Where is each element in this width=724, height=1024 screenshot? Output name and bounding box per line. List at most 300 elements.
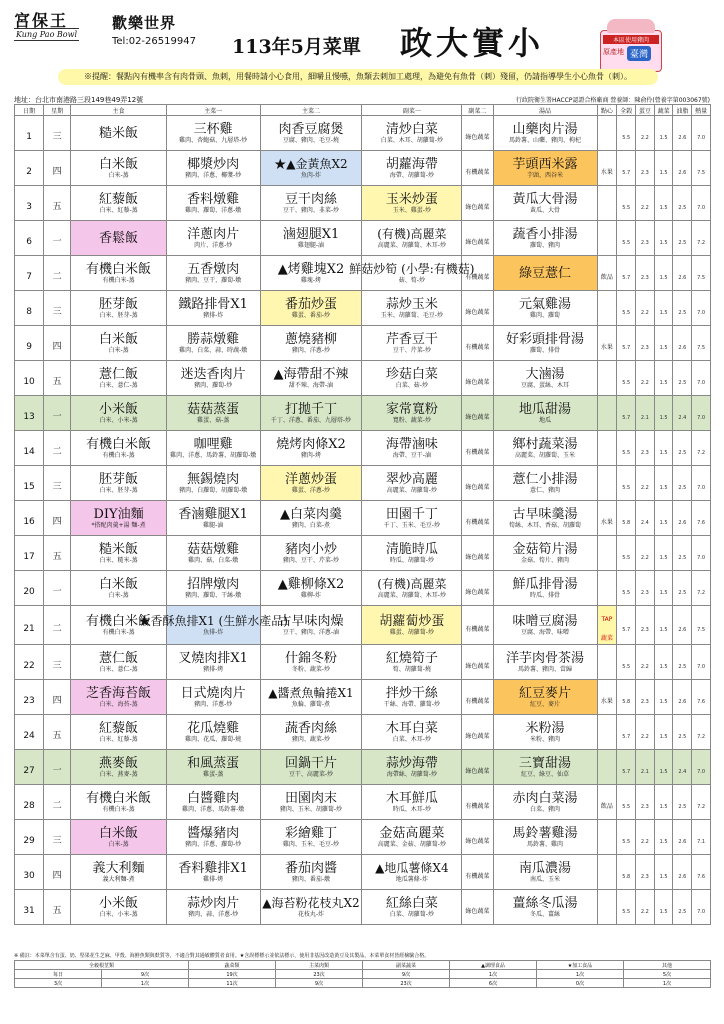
soup-dish: 古早味羹湯: [512, 506, 578, 522]
soup-dish: 南瓜濃湯: [519, 860, 572, 876]
summary-row: [15, 979, 711, 988]
nutrition-value: 7.5: [697, 626, 706, 633]
col-side1: 副菜一: [362, 105, 462, 116]
table-header-row: [15, 105, 711, 116]
soup-cell: [493, 571, 597, 606]
nutrition-cell: [673, 571, 692, 606]
col-calories: 熱量: [692, 105, 711, 116]
main2-cell: [260, 361, 362, 396]
side1-cell: [362, 221, 462, 256]
nutrition-cell: [673, 396, 692, 431]
nutrition-cell: [692, 820, 711, 855]
nutrition-value: 5.8: [622, 698, 631, 705]
date-value: 8: [26, 306, 32, 317]
col-weekday: 星期: [44, 105, 71, 116]
nutrition-value: 1.5: [659, 908, 668, 915]
staple-ingredients: 白米-蒸: [108, 171, 129, 179]
date-cell: [15, 820, 44, 855]
nutrition-cell: [654, 645, 673, 680]
badge-title: 本區使用豬肉: [603, 35, 659, 44]
date-cell: [15, 361, 44, 396]
side1-cell: [362, 361, 462, 396]
phone-number: Tel:02-26519947: [112, 36, 196, 47]
date-value: 23: [23, 695, 35, 706]
vegetable-cell: [462, 186, 493, 221]
nutrition-value: 2.3: [640, 589, 649, 596]
main1-dish: 日式燒肉片: [180, 685, 246, 701]
weekday-value: 二: [52, 271, 62, 282]
snack-cell: [597, 645, 617, 680]
main2-ingredients: 豬肉、番茄-燉: [291, 875, 331, 883]
date-cell: [15, 326, 44, 361]
side1-cell: [362, 536, 462, 571]
menu-row: [15, 361, 711, 396]
nutrition-cell: [673, 361, 692, 396]
main1-dish: 迷迭香肉片: [180, 366, 246, 382]
weekday-cell: [44, 645, 71, 680]
side1-cell: [362, 466, 462, 501]
nutrition-value: 5.8: [622, 873, 631, 880]
vegetable-value: 綠色蔬菜: [465, 732, 490, 740]
soup-cell: [493, 186, 597, 221]
nutrition-cell: [673, 715, 692, 750]
nutrition-value: 2.1: [640, 414, 649, 421]
nutrition-cell: [617, 645, 636, 680]
date-cell: [15, 606, 44, 645]
summary-header: 主菜肉類: [276, 961, 363, 970]
date-value: 29: [23, 835, 35, 846]
nutrition-value: 2.6: [678, 169, 687, 176]
nutrition-cell: [692, 361, 711, 396]
main2-ingredients: 雞肉、玉米、毛豆-炒: [282, 840, 340, 848]
nutrition-value: 7.0: [697, 204, 706, 211]
menu-row: [15, 820, 711, 855]
summary-cell: 9次: [363, 970, 450, 979]
nutrition-cell: [617, 785, 636, 820]
date-cell: [15, 645, 44, 680]
nutrition-value: 7.0: [697, 663, 706, 670]
main2-cell: [260, 396, 362, 431]
date-cell: [15, 785, 44, 820]
soup-cell: [493, 890, 597, 925]
side1-dish: 金菇高麗菜: [379, 825, 445, 841]
soup-dish: 芋頭西米露: [512, 156, 578, 172]
menu-row: [15, 466, 711, 501]
weekday-value: 一: [52, 765, 62, 776]
nutrition-cell: [617, 361, 636, 396]
date-cell: [15, 501, 44, 536]
nutrition-cell: [673, 890, 692, 925]
weekday-value: 二: [52, 446, 62, 457]
nutrition-cell: [654, 256, 673, 291]
main1-dish: 香料燉雞: [187, 191, 240, 207]
soup-dish: 地瓜甜湯: [519, 401, 572, 417]
vegetable-cell: [462, 151, 493, 186]
snack-cell: [597, 291, 617, 326]
staple-cell: [71, 571, 167, 606]
side1-cell: [362, 645, 462, 680]
snack-cell: [597, 680, 617, 715]
weekday-value: 五: [52, 201, 62, 212]
address: 地址：台北市南港路三段149巷49弄12號: [14, 96, 144, 104]
menu-row: [15, 116, 711, 151]
nutrition-value: 7.2: [697, 239, 706, 246]
date-cell: [15, 466, 44, 501]
staple-dish: 白米飯: [99, 156, 139, 172]
staple-dish: 有機白米飯: [86, 790, 152, 806]
nutrition-value: 7.6: [697, 873, 706, 880]
main1-ingredients: 豬肉、蘿蔔、干絲-燉: [185, 591, 242, 599]
main2-ingredients: 雞翅腿-滷: [297, 241, 325, 249]
soup-ingredients: 白菜、豬肉: [530, 805, 561, 813]
nutrition-value: 2.5: [678, 733, 687, 740]
nutrition-cell: [673, 256, 692, 291]
side1-ingredients: 寬粉、蔬菜-炒: [392, 416, 431, 424]
main1-cell: [166, 221, 260, 256]
staple-ingredients: 白米、燕麥-蒸: [99, 770, 138, 778]
vegetable-cell: [462, 221, 493, 256]
weekday-cell: [44, 326, 71, 361]
side1-ingredients: 高麗菜、金菇、胡蘿蔔-炒: [377, 840, 446, 848]
nutrition-cell: [636, 116, 655, 151]
nutrition-value: 5.5: [622, 908, 631, 915]
staple-dish: 白米飯: [99, 331, 139, 347]
main2-dish: 彩繪雞丁: [284, 825, 337, 841]
date-cell: [15, 291, 44, 326]
vegetable-value: 綠色蔬菜: [465, 308, 490, 316]
staple-dish: 義大利麵: [92, 860, 145, 876]
weekday-value: 四: [52, 341, 62, 352]
weekday-cell: [44, 291, 71, 326]
soup-dish: 味噌豆腐湯: [512, 613, 578, 629]
weekday-cell: [44, 536, 71, 571]
staple-dish: 有機白米飯: [86, 613, 152, 629]
soup-cell: [493, 680, 597, 715]
summary-header: 其他: [624, 961, 711, 970]
summary-cell: 19次: [189, 970, 276, 979]
main2-ingredients: 雞蛋、洋蔥-炒: [291, 486, 331, 494]
summary-cell: 1次: [624, 979, 711, 988]
side1-dish: 拌炒干絲: [385, 685, 438, 701]
weekday-value: 三: [52, 481, 62, 492]
staple-cell: [71, 326, 167, 361]
date-value: 3: [26, 201, 32, 212]
side1-cell: [349, 256, 475, 291]
side1-dish: 鮮菇炒筍 (小學:有機菇): [349, 261, 475, 276]
nutrition-cell: [673, 536, 692, 571]
nutrition-cell: [654, 501, 673, 536]
nutrition-cell: [617, 326, 636, 361]
nutrition-value: 2.3: [640, 626, 649, 633]
main2-dish: 蔥燒豬柳: [284, 331, 337, 347]
nutrition-cell: [617, 536, 636, 571]
date-cell: [15, 715, 44, 750]
nutrition-value: 5.5: [622, 838, 631, 845]
weekday-value: 五: [52, 905, 62, 916]
main1-cell: [166, 326, 260, 361]
weekday-cell: [44, 361, 71, 396]
nutrition-cell: [636, 750, 655, 785]
vegetable-value: 綠色蔬菜: [465, 203, 490, 211]
date-value: 10: [23, 376, 35, 387]
vegetable-value: 有機蔬菜: [465, 448, 490, 456]
staple-cell: [71, 431, 167, 466]
main2-cell: [260, 186, 362, 221]
nutrition-value: 2.5: [678, 484, 687, 491]
vegetable-value: 綠色蔬菜: [465, 238, 490, 246]
weekday-cell: [44, 431, 71, 466]
main2-cell: [260, 715, 362, 750]
main2-dish: 豬肉小炒: [284, 541, 337, 557]
summary-row: [15, 970, 711, 979]
staple-dish: 薏仁飯: [99, 650, 139, 666]
staple-dish: 小米飯: [99, 895, 139, 911]
soup-ingredients: 高麗菜、胡蘿蔔、玉米: [515, 451, 576, 459]
nutrition-cell: [636, 855, 655, 890]
soup-dish: 山藥肉片湯: [512, 121, 578, 137]
menu-title: 113年5月菜單: [232, 36, 361, 58]
staple-ingredients: 有機白米-蒸: [102, 276, 135, 284]
main2-ingredients: 魚輪、蘿蔔-煮: [291, 700, 331, 708]
nutrition-value: 2.2: [640, 908, 649, 915]
nutrition-value: 2.3: [640, 239, 649, 246]
date-cell: [15, 750, 44, 785]
main1-ingredients: 肉片、洋蔥-炒: [194, 241, 233, 249]
col-main1: 主菜一: [166, 105, 260, 116]
date-value: 1: [26, 131, 32, 142]
pig-icon: [607, 19, 655, 33]
date-cell: [15, 151, 44, 186]
soup-cell: [493, 396, 597, 431]
side1-cell: [362, 680, 462, 715]
col-snack: 點心: [597, 105, 617, 116]
nutrition-cell: [617, 291, 636, 326]
date-value: 28: [23, 800, 35, 811]
nutrition-value: 5.8: [622, 519, 631, 526]
side1-ingredients: 白菜、木耳-炒: [392, 735, 431, 743]
vegetable-cell: [462, 291, 493, 326]
nutrition-cell: [673, 151, 692, 186]
date-value: 30: [23, 870, 35, 881]
weekday-value: 四: [52, 695, 62, 706]
snack-cell: [597, 466, 617, 501]
nutrition-cell: [673, 116, 692, 151]
certification-info: 行政院衛生署HACCP認證合格廠商 營養師：陳俞伶(營養字第003067號): [515, 97, 710, 104]
summary-cell: 每日: [15, 970, 102, 979]
nutrition-cell: [692, 116, 711, 151]
main1-dish: 香料雞排X1: [178, 860, 248, 876]
nutrition-value: 2.2: [640, 309, 649, 316]
main2-ingredients: 豬肉、玉米、胡蘿蔔-炒: [279, 805, 343, 813]
date-value: 24: [23, 730, 35, 741]
weekday-value: 四: [52, 516, 62, 527]
nutrition-value: 2.3: [640, 698, 649, 705]
staple-cell: [71, 256, 167, 291]
weekday-value: 一: [52, 411, 62, 422]
nutrition-value: 5.5: [622, 554, 631, 561]
weekday-cell: [44, 785, 71, 820]
nutrition-value: 1.5: [659, 873, 668, 880]
nutrition-cell: [692, 785, 711, 820]
nutrition-value: 5.5: [622, 663, 631, 670]
main1-ingredients: 雞蛋、菇-蒸: [197, 416, 230, 424]
side1-cell: [362, 186, 462, 221]
nutrition-cell: [617, 221, 636, 256]
main1-ingredients: 豬排-烤: [203, 665, 224, 673]
main1-cell: [166, 501, 260, 536]
main1-ingredients: 魚排-炸: [203, 628, 224, 636]
weekday-value: 五: [52, 376, 62, 387]
nutrition-value: 5.7: [622, 274, 631, 281]
weekday-cell: [44, 221, 71, 256]
staple-ingredients: 白米-蒸: [108, 346, 129, 354]
staple-dish: 燕麥飯: [99, 755, 139, 771]
main2-cell: [260, 750, 362, 785]
soup-dish: 大滷湯: [525, 366, 565, 382]
main1-cell: [166, 536, 260, 571]
nutrition-value: 2.5: [678, 309, 687, 316]
summary-cell: 3次: [15, 979, 102, 988]
main1-dish: 勝蒜燉雞: [187, 331, 240, 347]
side1-dish: 翠炒高麗: [385, 471, 438, 487]
nutrition-value: 7.5: [697, 344, 706, 351]
weekday-value: 五: [52, 730, 62, 741]
menu-table: [14, 104, 711, 925]
main1-ingredients: 豬肉、白蘿蔔、胡蘿蔔-燉: [179, 486, 248, 494]
soup-dish: 赤肉白菜湯: [512, 790, 578, 806]
summary-header: 蔬菜類: [189, 961, 276, 970]
main2-dish: 田園肉末: [284, 790, 337, 806]
main2-cell: [260, 571, 362, 606]
main1-cell: [166, 186, 260, 221]
snack-cell: [597, 890, 617, 925]
vegetable-cell: [462, 820, 493, 855]
staple-dish: 有機白米飯: [86, 436, 152, 452]
weekday-cell: [44, 256, 71, 291]
main2-cell: [260, 291, 362, 326]
nutrition-value: 1.5: [659, 274, 668, 281]
snack-cell: [597, 151, 617, 186]
weekday-value: 五: [52, 551, 62, 562]
main2-ingredients: 豆干、豬肉、洋蔥-滷: [282, 628, 340, 636]
date-cell: [15, 116, 44, 151]
soup-ingredients: 黃瓜、大骨: [530, 206, 561, 214]
weekday-value: 二: [52, 800, 62, 811]
main1-dish: 花瓜燒雞: [187, 720, 240, 736]
brand-name: 歡樂世界: [112, 14, 177, 32]
staple-cell: [71, 536, 167, 571]
snack-cell: [597, 221, 617, 256]
main2-ingredients: 魚肉-炸: [300, 171, 322, 179]
staple-cell: [71, 116, 167, 151]
main1-ingredients: 雞肉、蘿蔔、洋蔥-燉: [185, 206, 242, 214]
main2-dish: 滷翅腿X1: [282, 226, 340, 242]
summary-cell: 1次: [102, 979, 189, 988]
main1-ingredients: 雞肉、白菜、蒜、時蔬-燉: [179, 346, 248, 354]
summary-header: ★加工食品: [537, 961, 624, 970]
main2-ingredients: 豆干、高麗菜-炒: [288, 770, 334, 778]
nutrition-value: 2.1: [640, 768, 649, 775]
staple-cell: [71, 396, 167, 431]
soup-ingredients: 馬鈴薯、山藥、豬肉、枸杞: [509, 136, 582, 144]
nutrition-cell: [692, 645, 711, 680]
nutrition-cell: [692, 715, 711, 750]
menu-row: [15, 606, 711, 645]
nutrition-cell: [654, 855, 673, 890]
soup-ingredients: 薏仁、豬肉: [530, 486, 561, 494]
weekday-value: 二: [52, 623, 62, 634]
main1-ingredients: 豬排-炸: [203, 311, 224, 319]
main1-cell: [166, 396, 260, 431]
staple-ingredients: 義大利麵-煮: [102, 875, 135, 883]
nutrition-cell: [654, 750, 673, 785]
nutrition-value: 1.5: [659, 589, 668, 596]
staple-dish: 薏仁飯: [99, 366, 139, 382]
snack-mark: 飲品: [600, 273, 613, 281]
soup-cell: [493, 820, 597, 855]
main2-ingredients: 豬肉、白菜-煮: [291, 521, 331, 529]
main2-dish: 回鍋干片: [284, 755, 337, 771]
nutrition-cell: [692, 606, 711, 645]
menu-row: [15, 571, 711, 606]
weekday-cell: [44, 466, 71, 501]
date-cell: [15, 571, 44, 606]
side1-cell: [362, 291, 462, 326]
nutrition-value: 2.2: [640, 663, 649, 670]
staple-dish: 白米飯: [99, 576, 139, 592]
weekday-cell: [44, 116, 71, 151]
side1-ingredients: 時瓜、胡蘿蔔-炒: [389, 556, 434, 564]
side1-ingredients: 海帶絲、胡蘿蔔-炒: [386, 770, 437, 778]
date-value: 17: [23, 551, 35, 562]
weekday-cell: [44, 396, 71, 431]
soup-dish: 三寶甜湯: [519, 755, 572, 771]
soup-ingredients: 紅豆、麥片: [530, 700, 561, 708]
menu-row: [15, 536, 711, 571]
soup-ingredients: 地瓜: [539, 416, 552, 424]
nutrition-cell: [692, 855, 711, 890]
weekday-cell: [44, 820, 71, 855]
nutrition-value: 2.2: [640, 379, 649, 386]
nutrition-value: 2.2: [640, 204, 649, 211]
menu-row: [15, 785, 711, 820]
date-cell: [15, 396, 44, 431]
snack-cell: [597, 571, 617, 606]
nutrition-value: 2.5: [678, 663, 687, 670]
nutrition-cell: [617, 151, 636, 186]
weekday-value: 三: [52, 835, 62, 846]
nutrition-cell: [654, 890, 673, 925]
weekday-cell: [44, 750, 71, 785]
nutrition-value: 2.2: [640, 134, 649, 141]
main2-ingredients: 冬粉、蔬菜-炒: [291, 665, 331, 673]
nutrition-value: 7.6: [697, 519, 706, 526]
nutrition-cell: [636, 396, 655, 431]
nutrition-value: 1.5: [659, 484, 668, 491]
staple-ingredients: 白米-蒸: [108, 591, 129, 599]
main1-dish: 鐵路排骨X1: [178, 296, 248, 312]
nutrition-cell: [692, 750, 711, 785]
nutrition-cell: [673, 606, 692, 645]
nutrition-cell: [654, 291, 673, 326]
staple-ingredients: 白米、海苔-蒸: [99, 700, 138, 708]
main1-cell: [166, 750, 260, 785]
nutrition-cell: [636, 645, 655, 680]
badge-origin-country: 臺灣: [627, 46, 651, 61]
nutrition-value: 1.5: [659, 554, 668, 561]
vegetable-value: 有機蔬菜: [465, 168, 490, 176]
side1-cell: [362, 785, 462, 820]
